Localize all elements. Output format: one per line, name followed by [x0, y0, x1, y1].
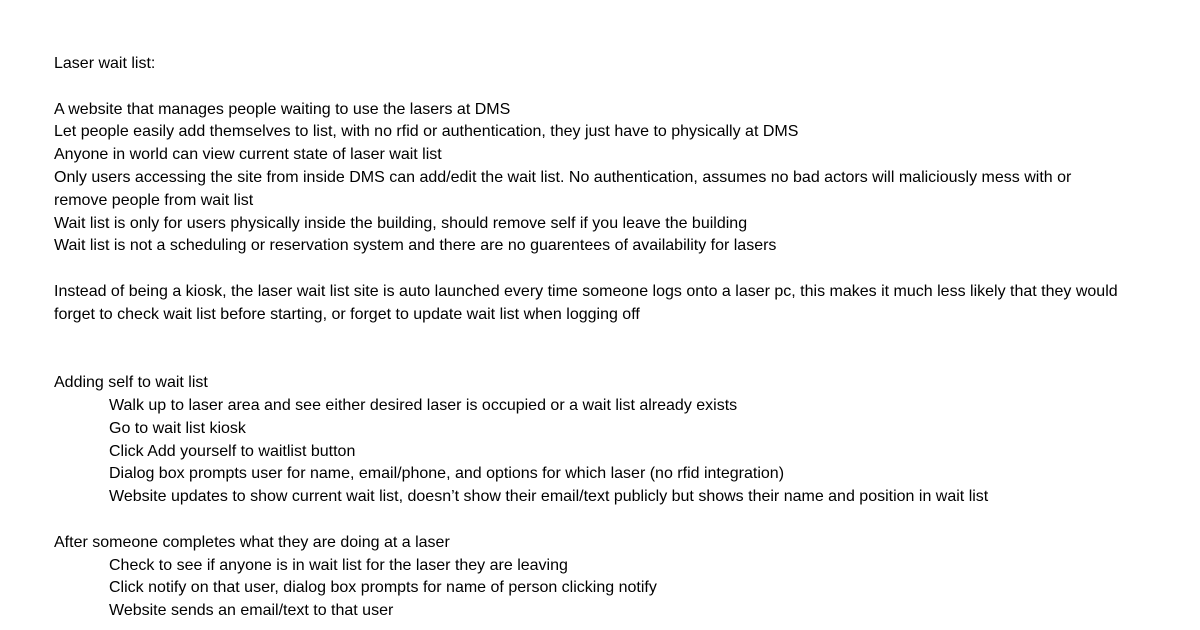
- blank-line: [54, 258, 1120, 281]
- intro-line: Wait list is not a scheduling or reservation system and there are no guarentees of availability for lasers: [54, 237, 777, 255]
- section-step: Click Add yourself to waitlist button: [109, 442, 356, 460]
- intro-section: [54, 99, 1120, 259]
- intro-line: Anyone in world can view current state of laser wait list: [54, 146, 442, 164]
- intro-line: Let people easily add themselves to list, with no rfid or authentication, they just have to physically at DMS: [54, 123, 799, 141]
- blank-line: [54, 327, 1120, 373]
- blank-line: [54, 76, 1120, 99]
- intro-line: Wait list is only for users physically inside the building, should remove self if you leave the building: [54, 214, 748, 232]
- kiosk-paragraph: Instead of being a kiosk, the laser wait list site is auto launched every time someone logs onto a laser pc, this makes it much less likely that they would forget to check wait list before starting, or forget to update wait list when logging off: [54, 282, 1118, 323]
- adding-section: [54, 372, 1120, 509]
- section-step: Dialog box prompts user for name, email/phone, and options for which laser (no rfid integration): [109, 465, 785, 483]
- section-heading: Adding self to wait list: [54, 374, 208, 392]
- blank-line: [54, 509, 1120, 532]
- section-step: Walk up to laser area and see either desired laser is occupied or a wait list already exists: [109, 396, 738, 414]
- intro-line: A website that manages people waiting to use the lasers at DMS: [54, 100, 511, 118]
- section-heading: After someone completes what they are doing at a laser: [54, 533, 450, 551]
- after-section: [54, 532, 1120, 623]
- section-step: Website updates to show current wait list, doesn’t show their email/text publicly but shows their name and position in wait list: [109, 488, 989, 506]
- section-step: Website sends an email/text to that user: [109, 602, 394, 620]
- section-step: Go to wait list kiosk: [109, 419, 246, 437]
- section-step: Click notify on that user, dialog box prompts for name of person clicking notify: [109, 579, 657, 597]
- intro-line: Only users accessing the site from inside DMS can add/edit the wait list. No authentication, assumes no bad actors will maliciously mess with or remove people from wait list: [54, 168, 1072, 209]
- section-step: Check to see if anyone is in wait list for the laser they are leaving: [109, 556, 568, 574]
- document-title: Laser wait list:: [54, 55, 156, 72]
